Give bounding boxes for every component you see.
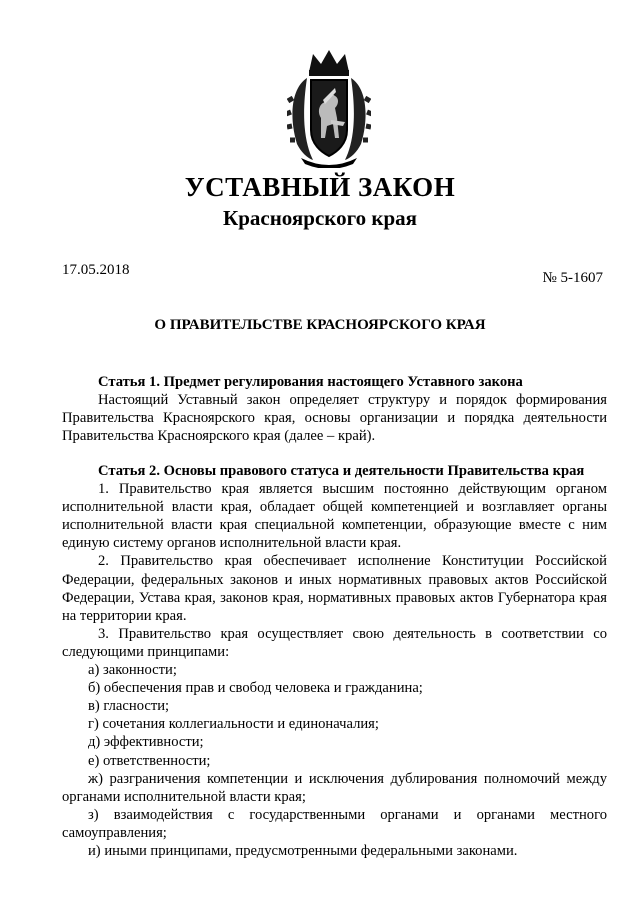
principle-item: в) гласности; (88, 698, 170, 715)
krasnoyarsk-coat-of-arms-icon (287, 48, 371, 168)
principle-item: а) законности; (88, 662, 177, 679)
article-2-heading: Статья 2. Основы правового статуса и деятельности Правительства края (98, 463, 585, 479)
law-number: № 5-1607 (542, 270, 603, 286)
article-2-paragraph-2: 2. Правительство края обеспечивает исполнение Конституции Российской Федерации, федеральных законов и иных нормативных правовых актов Российской Федерации, Устава края, законов края, нормативных правовых актов Губернатора края на территории края. (62, 553, 607, 624)
article-1-heading: Статья 1. Предмет регулирования настоящего Уставного закона (98, 374, 523, 390)
principle-item: б) обеспечения прав и свобод человека и гражданина; (88, 680, 423, 697)
principle-item: г) сочетания коллегиальности и единоначалия; (88, 716, 379, 733)
article-2 (62, 462, 607, 860)
law-date: 17.05.2018 (62, 262, 130, 278)
principle-item: е) ответственности; (88, 752, 211, 769)
article-2-paragraph-3: 3. Правительство края осуществляет свою деятельность в соответствии со следующими принципами: (62, 625, 607, 660)
principle-item: д) эффективности; (88, 734, 204, 751)
principle-item: и) иными принципами, предусмотренными федеральными законами. (88, 842, 518, 859)
article-2-paragraph-1: 1. Правительство края является высшим постоянно действующим органом исполнительной власти края, обладает общей компетенцией и возглавляет органы исполнительной власти края специальной компетенции, образующие вместе с ним единую систему органов исполнительной власти края. (62, 481, 607, 552)
principle-item: з) взаимодействия с государственными органами и органами местного самоуправления; (62, 806, 607, 841)
document-title: УСТАВНЫЙ ЗАКОН (184, 172, 456, 202)
article-1 (62, 373, 607, 445)
principle-item: ж) разграничения компетенции и исключения дублирования полномочий между органами исполнительной власти края; (62, 770, 607, 805)
document-subtitle: Красноярского края (222, 206, 417, 230)
article-1-text: Настоящий Уставный закон определяет структуру и порядок формирования Правительства Красноярского края, основы организации и порядка деятельности Правительства Красноярского края (далее – край). (62, 392, 607, 445)
law-title: О ПРАВИТЕЛЬСТВЕ КРАСНОЯРСКОГО КРАЯ (154, 317, 486, 333)
